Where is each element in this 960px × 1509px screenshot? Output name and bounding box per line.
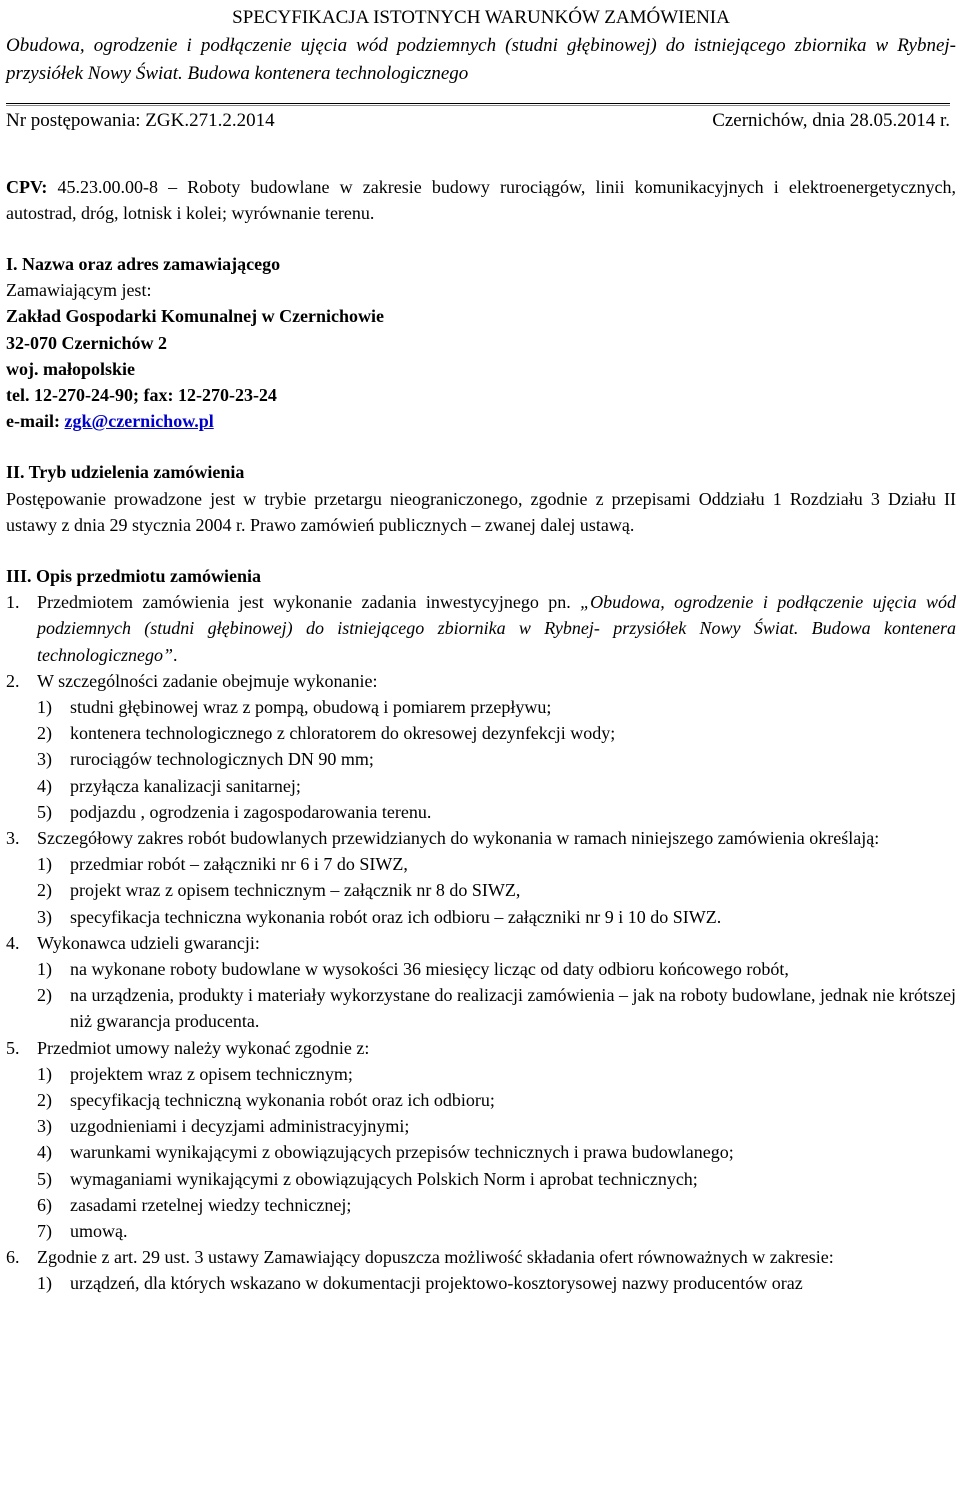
list-item xyxy=(6,930,956,956)
list-item xyxy=(6,1035,956,1061)
sub-item-text: uzgodnieniami i decyzjami administracyjnymi; xyxy=(70,1116,410,1137)
sub-item-number: 3) xyxy=(37,1116,52,1137)
sub-item-text: studni głębinowej wraz z pompą, obudową i pomiarem przepływu; xyxy=(70,696,552,717)
sub-item-text: wymaganiami wynikającymi z obowiązujących Polskich Norm i aprobat technicznych; xyxy=(70,1168,698,1189)
sub-list-item xyxy=(37,1192,956,1218)
sub-item-number: 5) xyxy=(37,801,52,822)
sub-item-number: 5) xyxy=(37,1168,52,1189)
item-1-text: Przedmiotem zamówienia jest wykonanie zadania inwestycyjnego pn. xyxy=(37,592,581,613)
sub-item-text: projektem wraz z opisem technicznym; xyxy=(70,1063,353,1084)
section-2-heading: II. Tryb udzielenia zamówienia xyxy=(6,462,245,483)
sub-item-text: przedmiar robót – załączniki nr 6 i 7 do SIWZ, xyxy=(70,854,408,875)
document-subtitle: Obudowa, ogrodzenie i podłączenie ujęcia wód podziemnych (studni głębinowej) do istniejącego zbiornika w Rybnej- przysiółek Nowy Świat. Budowa kontenera technologicznego xyxy=(6,34,956,84)
sub-item-number: 1) xyxy=(37,854,52,875)
sub-item-text: zasadami rzetelnej wiedzy technicznej; xyxy=(70,1194,352,1215)
sub-list-item xyxy=(37,851,956,877)
sublist-item-5 xyxy=(6,1061,956,1244)
sub-item-number: 1) xyxy=(37,1063,52,1084)
orderer-name: Zakład Gospodarki Komunalnej w Czernichowie xyxy=(6,306,385,327)
item-number: 6. xyxy=(6,1247,20,1268)
sub-item-number: 2) xyxy=(37,985,52,1006)
item-number: 5. xyxy=(6,1037,20,1058)
sub-list-item xyxy=(37,956,956,982)
item-1-end: . xyxy=(172,644,178,665)
list-item xyxy=(6,589,956,668)
item-text xyxy=(37,589,956,668)
sub-item-number: 7) xyxy=(37,1221,52,1242)
proceeding-row xyxy=(6,108,956,134)
item-text: W szczególności zadanie obejmuje wykonanie: xyxy=(37,670,378,691)
document-title: SPECYFIKACJA ISTOTNYCH WARUNKÓW ZAMÓWIENIA xyxy=(232,7,730,28)
sub-item-number: 2) xyxy=(37,1090,52,1110)
sub-list-item xyxy=(37,904,956,930)
sub-item-number: 2) xyxy=(37,880,52,901)
document-page xyxy=(6,5,956,1297)
email-link[interactable]: zgk@czernichow.pl xyxy=(64,411,214,432)
proceeding-number: Nr postępowania: ZGK.271.2.2014 xyxy=(6,109,275,131)
sub-item-number: 3) xyxy=(37,906,52,927)
sub-list-item xyxy=(37,1061,956,1087)
list-item xyxy=(6,825,956,851)
cpv-label: CPV: xyxy=(6,176,48,197)
sub-list-item xyxy=(37,720,956,746)
sub-list-item xyxy=(37,1139,956,1165)
sub-item-number: 1) xyxy=(37,1273,52,1294)
sub-list-item xyxy=(37,1218,956,1244)
sub-list-item xyxy=(37,773,956,799)
sub-item-text: rurociągów technologicznych DN 90 mm; xyxy=(70,749,374,770)
sub-item-text: na urządzenia, produkty i materiały wykorzystane do realizacji zamówienia – jak na roboty budowlane, jednak nie krótszej niż gwarancja producenta. xyxy=(70,985,956,1032)
sublist-item-2 xyxy=(6,694,956,825)
item-number: 1. xyxy=(6,592,20,613)
sub-list-item xyxy=(37,799,956,825)
sub-item-text: urządzeń, dla których wskazano w dokumentacji projektowo-kosztorysowej nazwy producentów oraz xyxy=(70,1273,803,1294)
orderer-address: 32-070 Czernichów 2 xyxy=(6,332,167,353)
orderer-phone: tel. 12-270-24-90; fax: 12-270-23-24 xyxy=(6,384,277,405)
sub-list-item xyxy=(37,746,956,772)
sub-list-item xyxy=(37,1166,956,1192)
sub-item-text: specyfikacją techniczną wykonania robót oraz ich odbioru; xyxy=(70,1090,495,1110)
sub-item-number: 3) xyxy=(37,749,52,770)
item-1-italic: „Obudowa, ogrodzenie i podłączenie ujęcia wód podziemnych (studni głębinowej) do istniejącego zbiornika w Rybnej- przysiółek Nowy Świat. Budowa kontenera technologicznego” xyxy=(37,592,956,665)
item-number: 4. xyxy=(6,932,20,953)
item-number: 3. xyxy=(6,827,20,848)
sublist-item-3 xyxy=(6,851,956,930)
sub-item-number: 4) xyxy=(37,1142,52,1163)
sub-item-number: 4) xyxy=(37,775,52,796)
sub-list-item xyxy=(37,1113,956,1139)
sub-item-text: umową. xyxy=(70,1221,128,1242)
sub-item-number: 1) xyxy=(37,696,52,717)
sub-list-item xyxy=(37,982,956,1034)
sublist-item-6 xyxy=(6,1270,956,1296)
sub-list-item xyxy=(37,694,956,720)
sub-item-number: 6) xyxy=(37,1194,52,1215)
orderer-intro: Zamawiającym jest: xyxy=(6,280,152,301)
cpv-text: 45.23.00.00-8 – Roboty budowlane w zakresie budowy rurociągów, linii komunikacyjnych i elektroenergetycznych, autostrad, dróg, lotnisk i kolei; wyrównanie terenu. xyxy=(6,176,956,223)
sub-list-item xyxy=(37,1087,956,1113)
item-text: Przedmiot umowy należy wykonać zgodnie z: xyxy=(37,1037,370,1058)
sublist-item-4 xyxy=(6,956,956,1035)
sub-item-text: przyłącza kanalizacji sanitarnej; xyxy=(70,775,301,796)
sub-item-number: 1) xyxy=(37,958,52,979)
sub-list-item xyxy=(37,877,956,903)
item-number: 2. xyxy=(6,670,20,691)
section-2-text: Postępowanie prowadzone jest w trybie przetargu nieograniczonego, zgodnie z przepisami Oddziału 1 Rozdziału 3 Działu II ustawy z dnia 29 stycznia 2004 r. Prawo zamówień publicznych – zwanej dalej ustawą. xyxy=(6,488,956,535)
header-rule-thin xyxy=(6,105,950,106)
sub-item-text: projekt wraz z opisem technicznym – załącznik nr 8 do SIWZ, xyxy=(70,880,521,901)
orderer-region: woj. małopolskie xyxy=(6,358,136,379)
sub-item-text: warunkami wynikającymi z obowiązujących przepisów technicznych i prawa budowlanego; xyxy=(70,1142,734,1163)
email-label: e-mail: xyxy=(6,411,65,432)
sub-item-text: specyfikacja techniczna wykonania robót oraz ich odbioru – załączniki nr 9 i 10 do SIWZ. xyxy=(70,906,722,927)
item-text: Wykonawca udzieli gwarancji: xyxy=(37,932,260,953)
section-3-heading: III. Opis przedmiotu zamówienia xyxy=(6,565,262,586)
cpv-paragraph xyxy=(6,174,956,226)
sub-item-number: 2) xyxy=(37,723,52,744)
sub-list-item xyxy=(37,1270,956,1296)
orderer-email-line xyxy=(6,408,956,434)
item-text: Szczegółowy zakres robót budowlanych przewidzianych do wykonania w ramach niniejszego zamówienia określają: xyxy=(37,827,880,848)
sub-item-text: na wykonane roboty budowlane w wysokości 36 miesięcy licząc od daty odbioru końcowego robót, xyxy=(70,958,789,979)
section-1-heading: I. Nazwa oraz adres zamawiającego xyxy=(6,253,281,274)
document-date: Czernichów, dnia 28.05.2014 r. xyxy=(712,109,950,131)
sub-item-text: kontenera technologicznego z chloratorem do okresowej dezynfekcji wody; xyxy=(70,723,616,744)
list-item xyxy=(6,668,956,694)
item-text: Zgodnie z art. 29 ust. 3 ustawy Zamawiający dopuszcza możliwość składania ofert równoważnych w zakresie: xyxy=(37,1247,834,1268)
sub-item-text: podjazdu , ogrodzenia i zagospodarowania terenu. xyxy=(70,801,432,822)
list-item xyxy=(6,1244,956,1270)
